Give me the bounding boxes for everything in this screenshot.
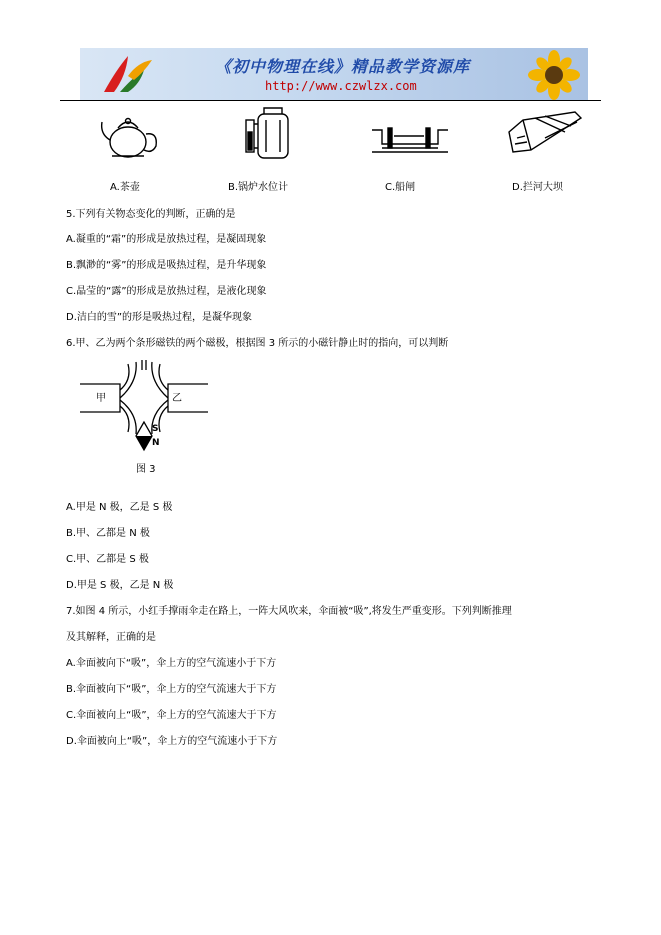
header-title: 《初中物理在线》精品教学资源库 bbox=[215, 57, 471, 76]
boiler-gauge-figure bbox=[240, 106, 298, 164]
compass-n-label: N bbox=[152, 438, 160, 448]
q7-option-c: C.伞面被向上“吸”，伞上方的空气流速大于下方 bbox=[66, 710, 277, 721]
header-rule bbox=[60, 100, 601, 101]
q6-option-c: C.甲、乙都是 S 极 bbox=[66, 554, 149, 565]
q6-stem: 6.甲、乙为两个条形磁铁的两个磁极，根据图 3 所示的小磁针静止时的指向，可以判断 bbox=[66, 338, 449, 349]
sunflower-icon bbox=[522, 50, 586, 100]
ship-lock-figure bbox=[370, 118, 450, 160]
figure-caption-c: C.船闸 bbox=[385, 182, 416, 193]
q6-option-b: B.甲、乙都是 N 极 bbox=[66, 528, 150, 539]
q7-option-b: B.伞面被向下“吸”，伞上方的空气流速大于下方 bbox=[66, 684, 277, 695]
magnet-figure bbox=[76, 360, 212, 476]
q5-option-c: C.晶莹的“露”的形成是放热过程，是液化现象 bbox=[66, 286, 267, 297]
magnet-left-label: 甲 bbox=[96, 393, 106, 404]
compass-s-label: S bbox=[152, 424, 159, 434]
q6-option-d: D.甲是 S 极，乙是 N 极 bbox=[66, 580, 174, 591]
q5-stem: 5.下列有关物态变化的判断，正确的是 bbox=[66, 209, 236, 220]
header-banner bbox=[80, 48, 588, 100]
figure-3-caption: 图 3 bbox=[136, 464, 156, 475]
q7-stem-line1: 7.如图 4 所示，小红手撑雨伞走在路上，一阵大风吹来，伞面被“吸”,将发生严重变形。下列判断推理 bbox=[66, 606, 512, 617]
logo-icon bbox=[98, 52, 158, 96]
figure-caption-a: A.茶壶 bbox=[110, 182, 140, 193]
q5-option-a: A.凝重的“霜”的形成是放热过程，是凝固现象 bbox=[66, 234, 267, 245]
q5-option-b: B.飘渺的“雾”的形成是吸热过程，是升华现象 bbox=[66, 260, 267, 271]
teapot-figure bbox=[96, 112, 166, 164]
figure-caption-d: D.拦河大坝 bbox=[512, 182, 563, 193]
q7-option-d: D.伞面被向上“吸”，伞上方的空气流速小于下方 bbox=[66, 736, 278, 747]
header-url: http://www.czwlzx.com bbox=[265, 79, 417, 93]
q7-option-a: A.伞面被向下“吸”，伞上方的空气流速小于下方 bbox=[66, 658, 277, 669]
q6-option-a: A.甲是 N 极，乙是 S 极 bbox=[66, 502, 173, 513]
figure-caption-b: B.锅炉水位计 bbox=[228, 182, 289, 193]
magnet-right-label: 乙 bbox=[172, 393, 182, 404]
q7-stem-line2: 及其解释，正确的是 bbox=[66, 632, 156, 643]
q5-option-d: D.洁白的雪”的形是吸热过程，是凝华现象 bbox=[66, 312, 253, 323]
dam-figure bbox=[505, 108, 585, 160]
